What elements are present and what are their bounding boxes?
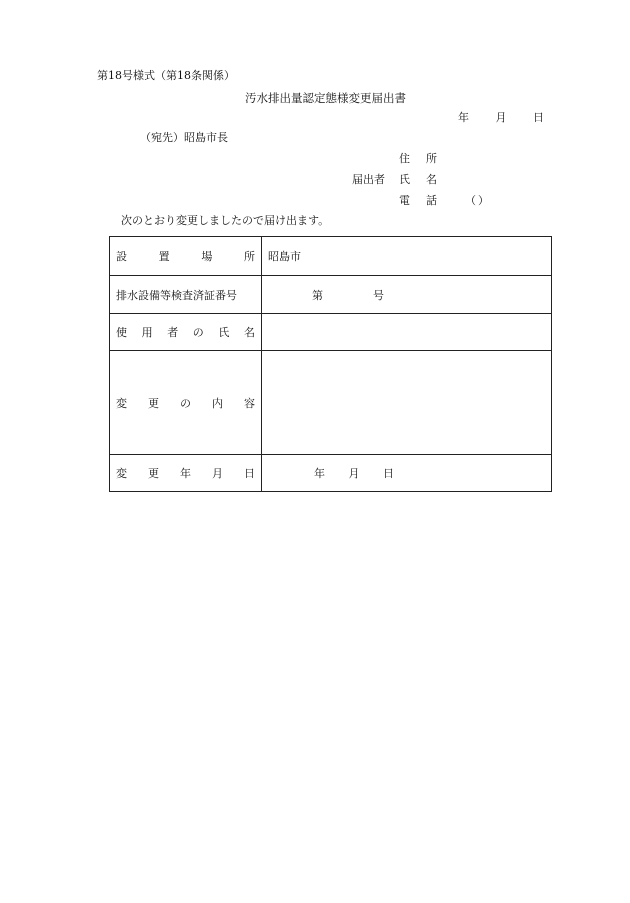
label-char: 話: [426, 194, 437, 207]
label-char: 氏: [399, 173, 410, 186]
row-label: [110, 237, 262, 275]
label-char: 場: [201, 250, 213, 263]
label-char: 氏: [218, 326, 230, 339]
change-day: 日: [383, 467, 394, 480]
label-char: 月: [212, 467, 223, 480]
change-details-field[interactable]: [262, 351, 551, 454]
label-char: 設: [116, 250, 127, 263]
label-char: 更: [148, 396, 159, 410]
row-label: [110, 276, 262, 313]
label-char: 容: [244, 396, 255, 410]
row-label: [110, 314, 262, 350]
label-char: 住: [399, 152, 410, 165]
label-char: 年: [180, 467, 191, 480]
row-label: [110, 455, 262, 491]
label-char: 名: [426, 173, 437, 186]
label-char: 使: [116, 326, 127, 339]
document-title: 汚水排出量認定態様変更届出書: [245, 91, 406, 105]
label-text: 排水設備等検査済証番号: [116, 288, 237, 302]
filer-phone-label: [399, 194, 437, 208]
label-char: の: [192, 326, 204, 339]
phone-area-code-parens: [465, 194, 489, 208]
form-number: 第18号様式（第18条関係）: [97, 69, 235, 82]
location-prefix: 昭島市: [268, 250, 301, 263]
label-char: 変: [116, 467, 127, 480]
label-char: 内: [212, 396, 223, 410]
label-char: 用: [141, 326, 153, 339]
change-form-table: [109, 236, 552, 492]
user-name-field[interactable]: [262, 314, 551, 350]
label-char: 所: [426, 152, 437, 165]
date-month: 月: [495, 111, 507, 124]
table-row-user-name: [110, 313, 551, 350]
change-year: 年: [314, 467, 325, 480]
notice-text: 次のとおり変更しましたので届け出ます。: [121, 214, 330, 227]
submission-date: [458, 111, 544, 125]
label-char: 変: [116, 396, 127, 410]
label-char: 更: [148, 467, 159, 480]
filer-label: 届出者: [352, 173, 385, 186]
label-char: 所: [243, 250, 255, 263]
table-row-installation-location: [110, 237, 551, 275]
installation-location-field[interactable]: [262, 237, 551, 275]
change-date-field[interactable]: [262, 455, 551, 491]
filer-name-label: [399, 173, 437, 187]
paren-close: ）: [478, 194, 489, 207]
label-char: 電: [399, 194, 410, 207]
label-char: 者: [167, 326, 179, 339]
cert-suffix: 号: [373, 288, 384, 302]
date-year: 年: [458, 111, 469, 124]
certificate-number-field[interactable]: [262, 276, 551, 313]
filer-address-label: [399, 152, 437, 166]
date-day: 日: [533, 111, 544, 124]
label-char: 置: [158, 250, 170, 263]
label-char: の: [180, 396, 191, 410]
addressee: （宛先）昭島市長: [140, 131, 228, 144]
table-row-change-details: [110, 350, 551, 454]
row-label: [110, 351, 262, 454]
cert-prefix: 第: [312, 288, 323, 302]
label-char: 日: [244, 467, 255, 480]
change-month: 月: [348, 467, 360, 480]
table-row-change-date: [110, 454, 551, 491]
label-char: 名: [243, 326, 255, 339]
table-row-certificate-number: [110, 275, 551, 313]
paren-open: （: [465, 194, 476, 207]
